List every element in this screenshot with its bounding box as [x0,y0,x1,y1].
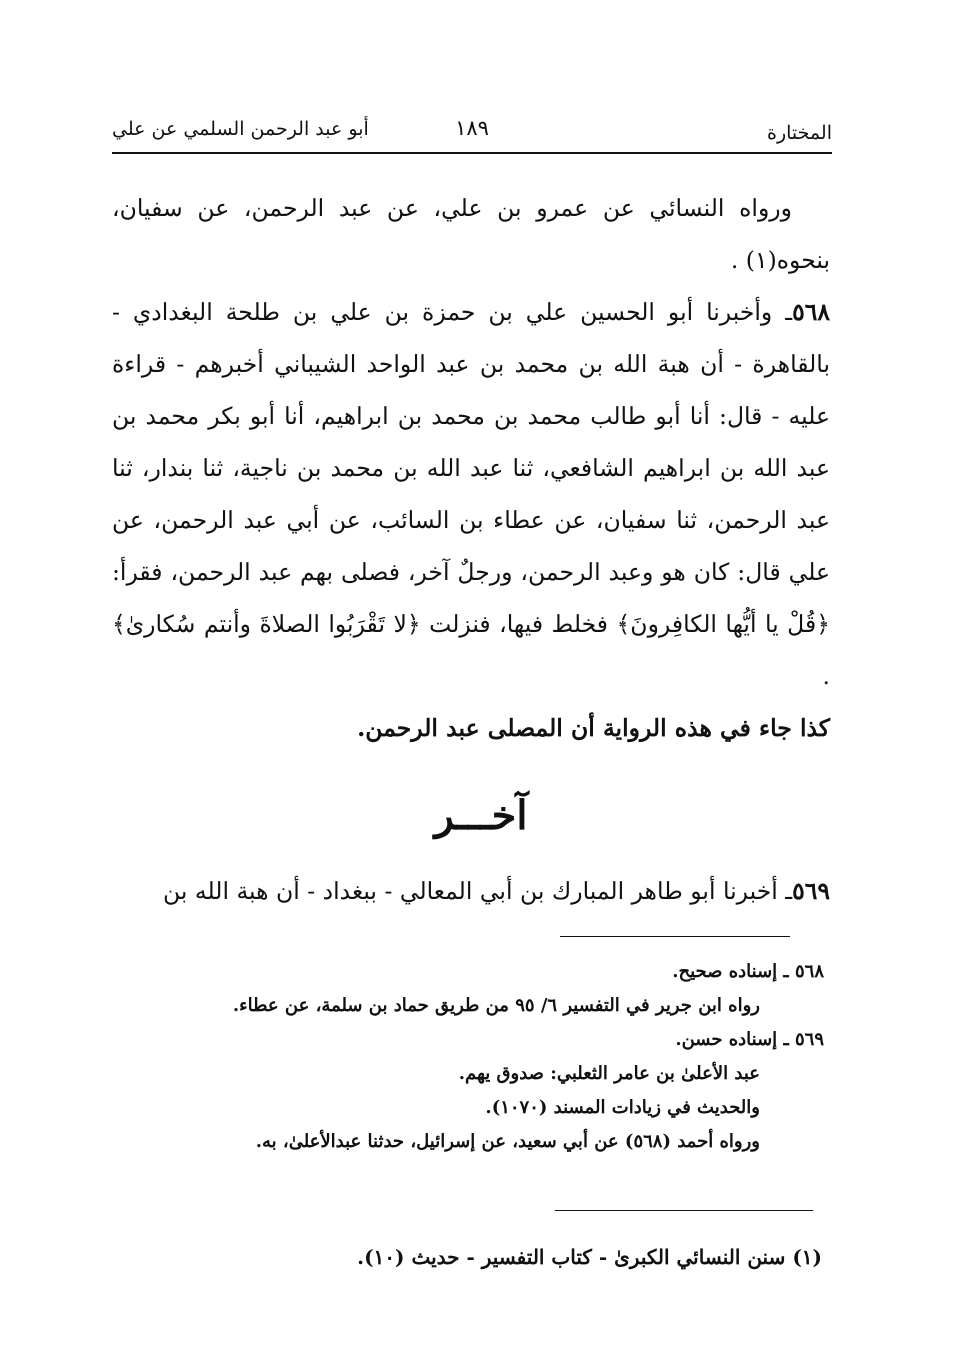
page-header [112,112,832,152]
page-number: ١٨٩ [455,116,489,140]
hadith-569 [112,868,830,914]
note-line: ٥٦٩ ـ إسناده حسن. [675,1029,824,1050]
footnote-divider [555,1210,813,1211]
hadith-568 [112,286,830,702]
notes-divider [560,936,790,937]
paragraph-intro: ورواه النسائي عن عمرو بن علي، عن عبد الرحمن، عن سفيان، بنحوه(١) . [112,194,830,274]
hadith-text: ـ أخبرنا أبو طاهر المبارك بن أبي المعالي - ببغداد - أن هبة الله بن [163,877,793,905]
hadith-text: ـ وأخبرنا أبو الحسين علي بن حمزة بن علي بن طلحة البغدادي - بالقاهرة - أن هبة الله بن محمد بن عبد الواحد الشيباني أخبرهم - قراءة عليه - قال: أنا أبو طالب محمد بن محمد بن ابراهيم، أنا أبو بكر محمد بن عبد الله بن ابراهيم الشافعي، ثنا عبد الله بن محمد بن ناجية، ثنا بندار، ثنا عبد الرحمن، ثنا سفيان، عن عطاء بن السائب، عن أبي عبد الرحمن، عن علي قال: كان هو وعبد الرحمن، ورجلٌ آخر، فصلى بهم عبد الرحمن، فقرأ: ﴿قُلْ يا أيُّها الكافِرونَ﴾ فخلط فيها، فنزلت ﴿لا تَقْرَبُوا الصلاةَ وأنتم سُكارىٰ﴾ . [112,298,830,690]
note-line: ٥٦٨ ـ إسناده صحيح. [672,961,824,982]
section-heading: آخـــر [434,792,528,839]
hadith-number: ٥٦٨ [792,298,830,326]
note-line: ورواه أحمد (٥٦٨) عن أبي سعيد، عن إسرائيل، حدثنا عبدالأعلىٰ، به. [255,1131,760,1152]
hadith-number: ٥٦٩ [792,877,830,905]
footnote: (١) سنن النسائي الكبرىٰ - كتاب التفسير - حديث (١٠). [357,1245,822,1269]
commentary-notes [150,955,824,1159]
main-text [112,182,830,754]
note-line: عبد الأعلىٰ بن عامر الثعلبي: صدوق يهم. [458,1063,760,1084]
note-line: والحديث في زيادات المسند (١٠٧٠). [485,1097,760,1118]
editor-remark: كذا جاء في هذه الرواية أن المصلى عبد الرحمن. [357,714,830,742]
header-book-title: المختارة [767,122,832,144]
header-divider [112,152,832,154]
header-chapter-title: أبو عبد الرحمن السلمي عن علي [112,118,369,140]
note-line: رواه ابن جرير في التفسير ٦/ ٩٥ من طريق حماد بن سلمة، عن عطاء. [232,995,760,1016]
